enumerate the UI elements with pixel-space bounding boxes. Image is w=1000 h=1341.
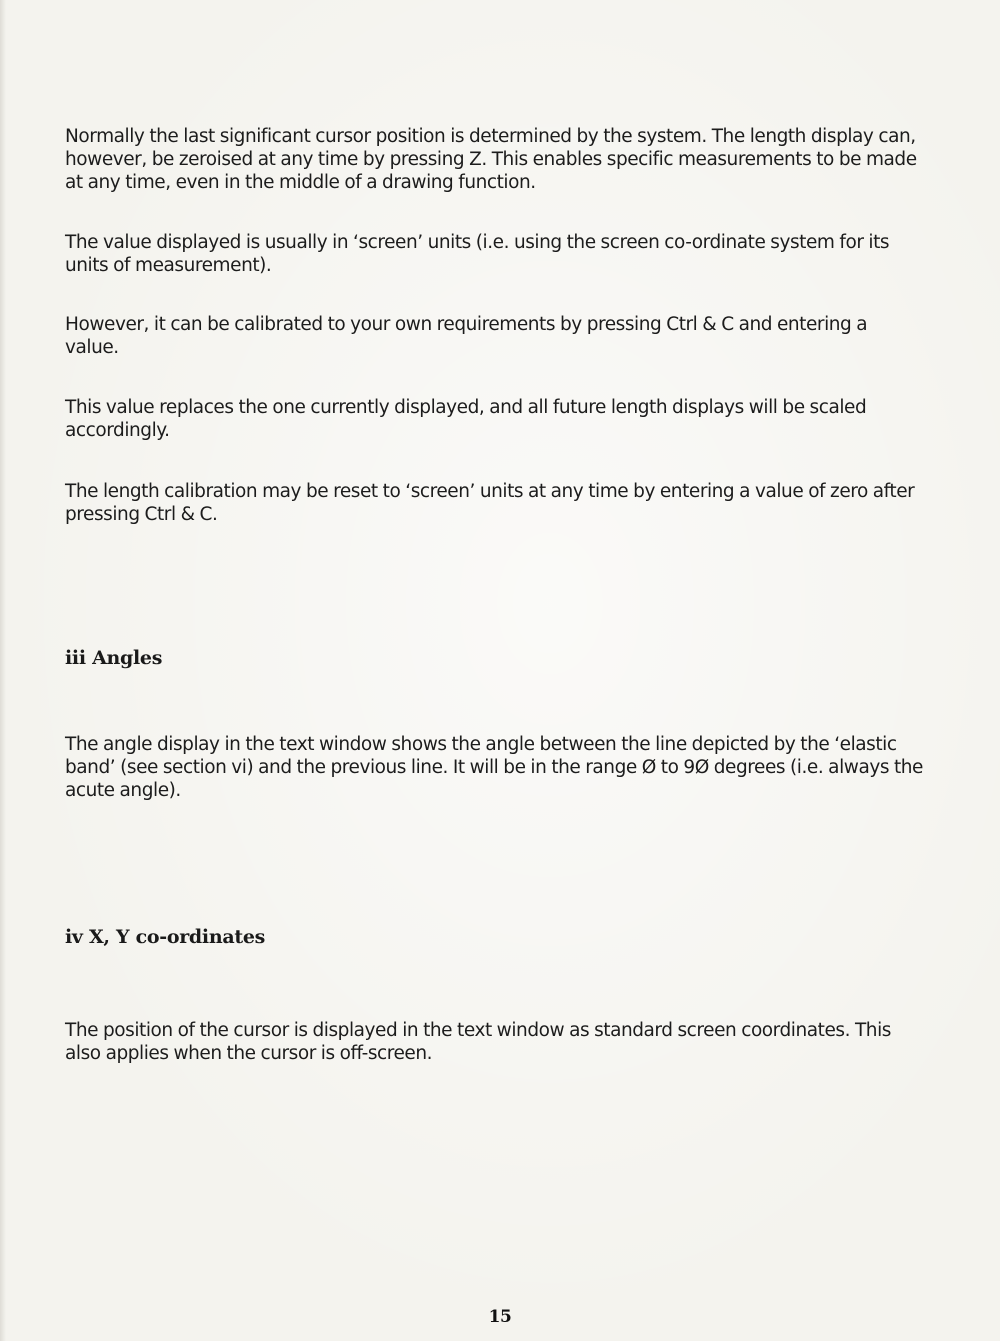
paragraph-cursor-position: The position of the cursor is displayed in the text window as standard screen coordinates. This also applies when the cursor is off-screen. xyxy=(65,1020,891,1064)
heading-xy-coordinates: iv X, Y co-ordinates xyxy=(65,926,266,948)
page-edge-shadow xyxy=(0,0,6,1341)
paragraph-calibration: However, it can be calibrated to your own requirements by pressing Ctrl & C and entering a value. xyxy=(65,314,868,358)
paragraph-reset-calibration: The length calibration may be reset to ‘screen’ units at any time by entering a value of zero after pressing Ctrl & C. xyxy=(65,481,915,525)
page-number: 15 xyxy=(488,1307,512,1327)
paragraph-zeroise-length: Normally the last significant cursor position is determined by the system. The length display can, however, be zeroised at any time by pressing Z. This enables specific measurements to be made at any time, even in the middle of a drawing function. xyxy=(65,126,917,193)
paragraph-angle-display: The angle display in the text window shows the angle between the line depicted by the ‘elastic band’ (see section vi) and the previous line. It will be in the range Ø to 9Ø degrees (i.e. always the acute angle). xyxy=(65,734,923,801)
paragraph-replace-value: This value replaces the one currently displayed, and all future length displays will be scaled accordingly. xyxy=(65,397,867,441)
heading-angles: iii Angles xyxy=(65,647,163,669)
paragraph-screen-units: The value displayed is usually in ‘screen’ units (i.e. using the screen co-ordinate system for its units of measurement). xyxy=(65,232,890,276)
